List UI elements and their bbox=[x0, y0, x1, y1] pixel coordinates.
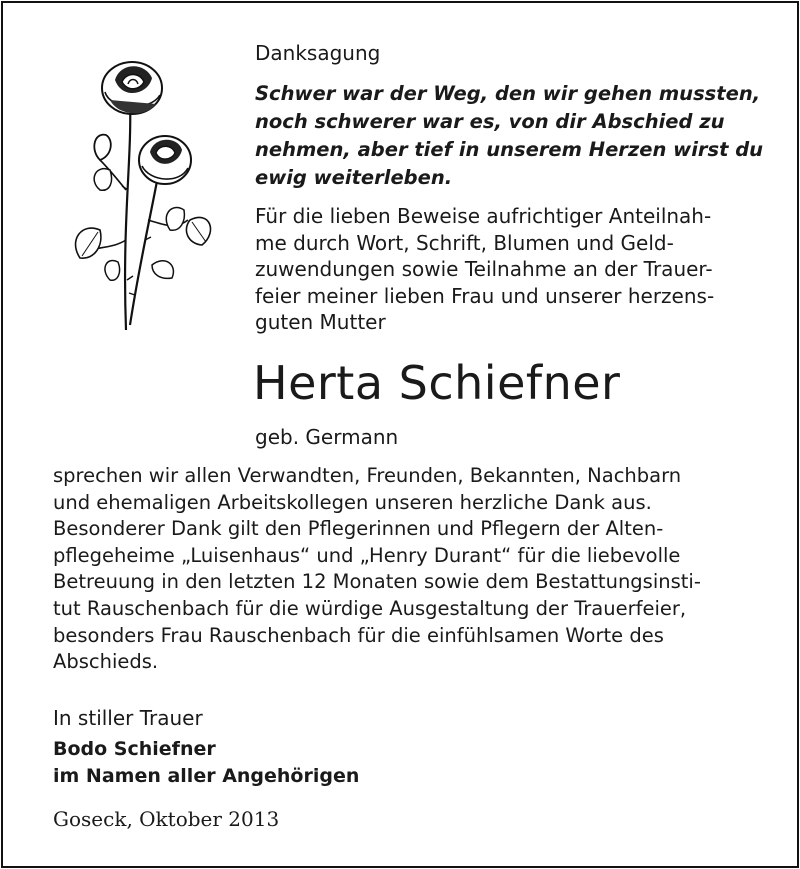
maiden-name: geb. Germann bbox=[255, 425, 399, 449]
motto-line: Schwer war der Weg, den wir gehen mussten, bbox=[255, 82, 761, 105]
rose-illustration bbox=[60, 40, 220, 340]
motto-line: ewig weiterleben. bbox=[255, 166, 453, 189]
deceased-name: Herta Schiefner bbox=[253, 356, 621, 410]
signer-name: Bodo Schiefner bbox=[53, 738, 216, 760]
body-line: pflegeheime „Luisenhaus“ und „Henry Durant“ für die liebevolle bbox=[53, 543, 681, 567]
body-line: besonders Frau Rauschenbach für die einfühlsamen Worte des bbox=[53, 623, 664, 647]
body-line: tut Rauschenbach für die würdige Ausgestaltung der Trauerfeier, bbox=[53, 596, 687, 620]
thanks-line: zuwendungen sowie Teilnahme an der Trauer- bbox=[255, 257, 713, 281]
motto-quote bbox=[255, 80, 764, 192]
thanks-line: Für die lieben Beweise aufrichtiger Anteilnah- bbox=[255, 204, 712, 228]
body-paragraph bbox=[53, 463, 753, 676]
place-date: Goseck, Oktober 2013 bbox=[53, 807, 280, 831]
heading-danksagung: Danksagung bbox=[255, 41, 381, 65]
body-line: sprechen wir allen Verwandten, Freunden, Bekannten, Nachbarn bbox=[53, 464, 682, 487]
body-line: Besonderer Dank gilt den Pflegerinnen und Pflegern der Alten- bbox=[53, 517, 664, 541]
body-line: Abschieds. bbox=[53, 650, 159, 674]
motto-line: nehmen, aber tief in unserem Herzen wirst du bbox=[255, 138, 764, 161]
thanks-line: feier meiner lieben Frau und unserer herzens- bbox=[255, 283, 715, 308]
signers-block bbox=[53, 736, 359, 790]
signer-note: im Namen aller Angehörigen bbox=[53, 765, 360, 787]
thanks-line: me durch Wort, Schrift, Blumen und Geld- bbox=[255, 230, 674, 255]
motto-line: noch schwerer war es, von dir Abschied zu bbox=[255, 110, 725, 133]
body-line: Betreuung in den letzten 12 Monaten sowie dem Bestattungsinsti- bbox=[53, 570, 701, 594]
thanks-line: guten Mutter bbox=[255, 310, 386, 334]
body-line: und ehemaligen Arbeitskollegen unseren herzliche Dank aus. bbox=[53, 490, 652, 514]
thanks-paragraph bbox=[255, 203, 755, 336]
closing-phrase: In stiller Trauer bbox=[53, 706, 203, 730]
